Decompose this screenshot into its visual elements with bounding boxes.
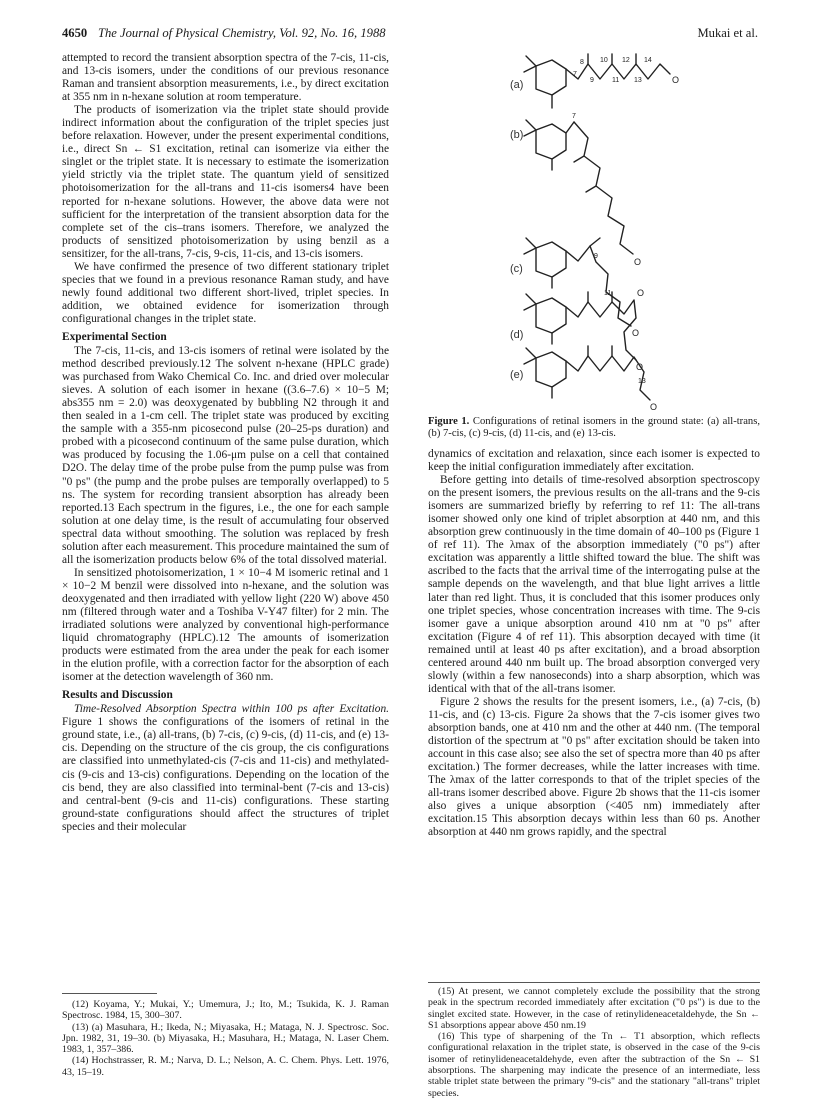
running-header — [62, 26, 758, 46]
left-column — [62, 52, 389, 834]
page-number: 4650 — [62, 26, 88, 40]
oxygen-c: O — [632, 328, 640, 338]
label-a: (a) — [510, 79, 524, 91]
footnote-12: (12) Koyama, Y.; Mukai, Y.; Umemura, J.; Ito, M.; Tsukida, K. J. Raman Spectrosc. 1984, 15, 300–307. — [62, 999, 389, 1022]
left-footnotes — [62, 999, 389, 1078]
structure-b-7-cis — [524, 120, 633, 254]
atom-14: 14 — [644, 57, 652, 64]
atom-11: 11 — [612, 77, 620, 84]
paragraph: The 7-cis, 11-cis, and 13-cis isomers of retinal were isolated by the method described previously.12 The solvent n-hexane (HPLC grade) was purchased from Wako Chemical Co. Inc. and dried over molecular sieves. A solution of each isomer in hexane ((3.6–7.6) × 10−5 M; abs355 nm = 2.0) was deoxygenated by bubbling N2 through it and then sealed in a 1-cm cell. The triplet state was produced by exciting the sample with a 355-nm picosecond pulse (20–25-ps duration) and probed with a picosecond continuum of the same pulse duration, which was produced by focusing the 1.06-μm pulse on a cell that contained D2O. The delay time of the probe pulse from the pump pulse was from "0 ps" (the pump and the probe pulses are temporally overlapped) to 5 ns. The system for recording transient absorption has already been reported.13 Each spectrum in the figures, i.e., the one for each sample solution at one delay time, is the result of accumulating four observed spectral data without smoothing. The solution was replaced by fresh solution after each measurement. This procedure maintained the sum of all the isomerization products below 6% of the total dissolved material. — [62, 345, 389, 566]
label-e: (e) — [510, 369, 524, 381]
atom-13: 13 — [634, 77, 642, 84]
paragraph: Figure 2 shows the results for the present isomers, i.e., (a) 7-cis, (b) 11-cis, and (c) 13-cis. Figure 2a shows that the 7-cis isomer gives two absorption bands, one at 410 nm and the other at 440 nm. (The temporal distortion of the spectrum at "0 ps" after excitation should be taken into account in this case also; see also the set of spectra more than 40 ps after excitation.) The former decreases, while the latter increases with time. The λmax of the latter corresponds to that of the triplet species of the all-trans isomer described above. Figure 2b shows that the 11-cis isomer also gives a unique absorption (<405 nm) immediately after excitation.15 This absorption decays within less than 60 ps. Another absorption at 440 nm grows rapidly, and the spectral — [428, 695, 760, 839]
figure-1 — [428, 52, 760, 412]
footnote-rule — [62, 993, 157, 994]
running-authors: Mukai et al. — [697, 26, 758, 40]
label-b: (b) — [510, 129, 524, 141]
atom-9: 9 — [590, 77, 594, 84]
footnote-rule — [428, 982, 760, 983]
section-heading-results: Results and Discussion — [62, 689, 173, 702]
figure-caption — [428, 416, 760, 441]
atom-c-9: 9 — [594, 253, 598, 260]
footnote-13: (13) (a) Masuhara, H.; Ikeda, N.; Miyasaka, H.; Mataga, N. J. Spectrosc. Soc. Jpn. 1982, 31, 19–30. (b) Miyasaka, H.; Masuhara, H.; Mataga, N. Laser Chem. 1983, 1, 357–386. — [62, 1021, 389, 1056]
paragraph: attempted to record the transient absorption spectra of the 7-cis, 11-cis, and 13-cis isomers, under the conditions of our previous resonance Raman and transient absorption measurements, i.e., by direct excitation at 355 nm in n-hexane solution at room temperature. — [62, 52, 389, 104]
journal-title: The Journal of Physical Chemistry, Vol. 92, No. 16, 1988 — [98, 26, 386, 40]
atom-b-7: 7 — [572, 113, 576, 120]
paragraph — [62, 703, 389, 833]
paragraph: dynamics of excitation and relaxation, since each isomer is expected to keep the initial configuration immediately after excitation. — [428, 448, 760, 474]
structure-e-13-cis — [524, 346, 650, 400]
paragraph: The products of isomerization via the triplet state should provide indirect information about the configuration of the triplet species just before relaxation. However, under the present experimental conditions, i.e., direct Sn ← S1 excitation, retinal can isomerize via either the singlet or the triplet state. It is necessary to estimate the isomerization yield strictly via the triplet state. The quantum yield of sensitized photoisomerization for the all-trans and 11-cis isomers4 have been reported for n-hexane solutions. However, the above data were not sufficient for the interpretation of the transient absorption data for the complete set of the cis–trans isomers. Therefore, we analyzed the products of sensitized photoisomerization by using benzil as a sensitizer, for the all-trans, 7-cis, 9-cis, 11-cis, and 13-cis isomers. — [62, 104, 389, 260]
atom-7: 7 — [573, 71, 577, 78]
paragraph-text: Figure 1 shows the configurations of the isomers of retinal in the ground state, i.e., (a) all-trans, (b) 7-cis, (c) 9-cis, (d) 11-cis, and (e) 13-cis. Depending on the structure of the cis group, the cis configurations are classified into unmethylated-cis (7-cis and 11-cis) and methylated-cis (9-cis and 13-cis) configurations. Depending on the location of the cis bend, they are also classified into terminal-bent (7-cis and 13-cis) and central-bent (9-cis and 11-cis) configurations. These starting ground-state configurations should affect the structures of triplet species and their molecular — [62, 716, 389, 833]
label-d: (d) — [510, 329, 524, 341]
oxygen-d: O — [636, 362, 644, 372]
oxygen-e: O — [650, 402, 658, 412]
footnote-16: (16) This type of sharpening of the Tn ← T1 absorption, which reflects configurational relaxation in the triplet state, is observed in the case of the 9-cis isomer of retinylideneacetaldehyde, even after the subtraction of the Sn ← S1 absorptions. The sharpening may indicate the presence of an intermediate, less stable triplet state between the primary "9-cis" and the stationary "all-trans" triplet species. — [428, 1031, 760, 1099]
atom-e-13: 13 — [638, 378, 646, 385]
oxygen-d-top: O — [637, 288, 645, 298]
structure-c-9-cis — [524, 238, 631, 326]
right-column — [428, 448, 760, 839]
section-heading-experimental: Experimental Section — [62, 330, 167, 343]
atom-10: 10 — [600, 57, 608, 64]
atom-d-11: 11 — [604, 290, 612, 297]
paragraph: Before getting into details of time-resolved absorption spectroscopy on the present isomers, the previous results on the all-trans and the 9-cis isomers are summarized briefly by referring to ref 11: The all-trans isomer showed only one kind of triplet absorption at 440 nm, and this absorption grew continuously in the time domain of 40–100 ps (Figure 1 of ref 11). The λmax of the absorption immediately ("0 ps") after excitation was apparently a little shifted toward the blue. The shift was ascribed to the facts that the arrival time of the interrogating pulse at the sample depends on the wavelength, and that blue light arrives a little later than red light. Thus, it is concluded that this isomer produces only one triplet species, whose concentration increases with time. The 9-cis isomer gave a unique absorption around 410 nm at "0 ps" after excitation (Figure 4 of ref 11). This absorption decayed with time (it remained until at least 40 ps after excitation), and a broad absorption centered around 440 nm built up. The broad absorption converged very slowly (within a few nanoseconds) into a sharp absorption, which was identical with that of the all-trans isomer. — [428, 474, 760, 695]
atom-12: 12 — [622, 57, 630, 64]
paragraph: We have confirmed the presence of two different stationary triplet species that we found in a previous resonance Raman study, and have newly found additional two different short-lived, triplet species. In addition, we obtained evidence for isomerization through configurational changes in the triplet state. — [62, 260, 389, 325]
run-in-heading: Time-Resolved Absorption Spectra within 100 ps after Excitation. — [74, 703, 389, 716]
oxygen-b: O — [634, 257, 642, 267]
caption-title: Figure 1. — [428, 416, 470, 427]
retinal-structures-diagram — [428, 52, 760, 412]
oxygen-a: O — [672, 75, 680, 85]
label-c: (c) — [510, 263, 523, 275]
footnote-15: (15) At present, we cannot completely exclude the possibility that the strong peak in the spectrum recorded immediately after excitation ("0 ps") is due to the singlet excited state. However, in the case of retinylideneacetaldehyde, the Sn ← S1 absorptions appear above 450 nm.19 — [428, 986, 760, 1031]
right-footnotes — [428, 986, 760, 1099]
caption-text: Configurations of retinal isomers in the ground state: (a) all-trans, (b) 7-cis, (c) 9-cis, (d) 11-cis, and (e) 13-cis. — [428, 416, 760, 440]
paragraph: In sensitized photoisomerization, 1 × 10−4 M isomeric retinal and 1 × 10−2 M benzil were dissolved into n-hexane, and the solution was deoxygenated and then irradiated with yellow light (220 W) above 450 nm (filtered through water and a Toshiba V-Y47 filter) for 2 min. The irradiated solutions were analyzed by conventional high-performance liquid chromatography (HPLC).12 The amounts of isomerization products were estimated from the area under the peak for each isomer in the elution profile, with a correction factor for the absorption of each isomer at the detection wavelength of 360 nm. — [62, 566, 389, 684]
footnote-14: (14) Hochstrasser, R. M.; Narva, D. L.; Nelson, A. C. Chem. Phys. Lett. 1976, 43, 15–19. — [62, 1055, 389, 1078]
atom-8: 8 — [580, 59, 584, 66]
